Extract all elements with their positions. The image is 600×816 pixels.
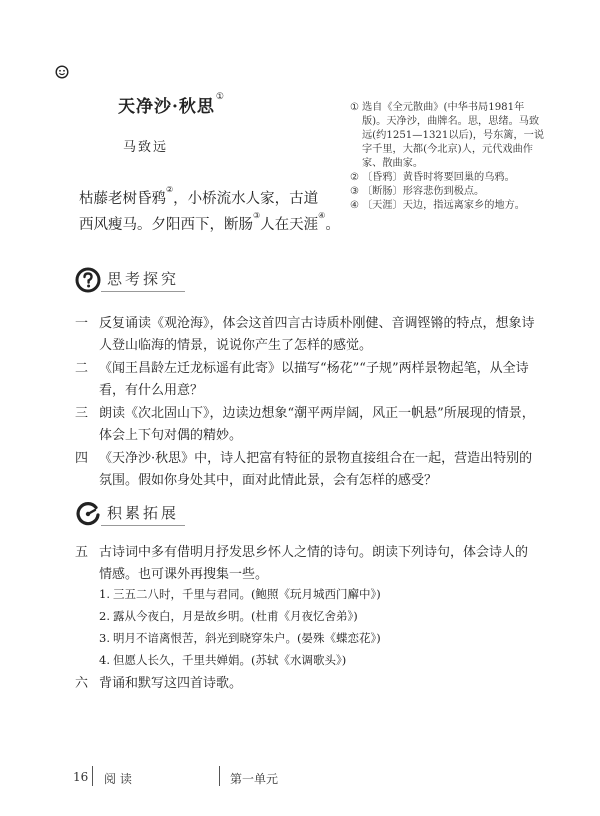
poem-line-2: 西风瘦马。夕阳西下，断肠③人在天涯④。 <box>79 211 340 233</box>
footer-unit: 第一单元 <box>230 772 279 786</box>
question-item: 一 反复诵读《观沧海》，体会这首四言古诗质朴刚健、音调铿锵的特点，想象诗人登山临海的情景，说说你产生了怎样的感觉。 <box>75 316 535 353</box>
smile-icon <box>55 65 69 79</box>
footnote: ② 〔昏鸦〕黄昏时将要回巢的乌鸦。 <box>350 172 515 183</box>
footnote: ① 选自《全元散曲》(中华书局1981年版)。天净沙，曲牌名。思，思绪。马致远(约1251—1321以后)，号东篱，一说字千里，大都(今北京)人，元代戏曲作家、散曲家。 <box>350 102 545 169</box>
section-header-accumulate <box>75 501 185 527</box>
footer-divider <box>219 766 220 786</box>
footnote: ④ 〔天涯〕天边，指远离家乡的地方。 <box>350 200 525 211</box>
note-ref-2: ② <box>166 185 174 194</box>
poem-lines-list <box>99 583 539 671</box>
poem-author: 马致远 <box>123 140 169 155</box>
question-item: 二 《闻王昌龄左迁龙标遥有此寄》以描写“杨花”“子规”两样景物起笔，从全诗看，有什么用意？ <box>75 361 529 398</box>
section-title: 思考探究 <box>101 268 185 292</box>
accumulate-icon <box>75 501 101 527</box>
footer-divider <box>92 766 93 786</box>
poem-title-text: 天净沙·秋思 <box>118 97 215 117</box>
section-header-thinking <box>75 267 185 293</box>
footer-section: 阅 读 <box>104 772 132 786</box>
question-item: 三 朗读《次北固山下》，边读边想象“潮平两岸阔，风正一帆悬”所展现的情景，体会上下句对偶的精妙。 <box>75 406 535 443</box>
section-title: 积累拓展 <box>101 502 185 526</box>
question-list-2 <box>75 542 535 587</box>
question-list-1 <box>75 313 535 493</box>
footnotes <box>350 101 546 213</box>
list-item: 1. 三五二八时，千里与君同。(鲍照《玩月城西门廨中》) <box>99 587 381 601</box>
question-item: 四 《天净沙·秋思》中，诗人把富有特征的景物直接组合在一起，营造出特别的氛围。假如你身处其中，面对此情此景，会有怎样的感受？ <box>75 451 533 488</box>
note-ref-3: ③ <box>253 211 261 220</box>
question-item: 五 古诗词中多有借明月抒发思乡怀人之情的诗句。朗读下列诗句，体会诗人的情感。也可课外再搜集一些。 <box>75 545 529 582</box>
question-item-6: 六 背诵和默写这四首诗歌。 <box>75 676 243 691</box>
page-number: 16 <box>73 770 89 784</box>
note-ref-1: ① <box>215 92 225 102</box>
note-ref-4: ④ <box>318 211 326 220</box>
question-icon <box>75 267 101 293</box>
poem-line-1: 枯藤老树昏鸦②，小桥流水人家，古道 <box>79 185 319 207</box>
footnote: ③ 〔断肠〕形容悲伤到极点。 <box>350 186 485 197</box>
list-item: 3. 明月不谙离恨苦，斜光到晓穿朱户。(晏殊《蝶恋花》) <box>99 631 381 645</box>
list-item: 2. 露从今夜白，月是故乡明。(杜甫《月夜忆舍弟》) <box>99 609 358 623</box>
poem-title <box>118 92 225 117</box>
list-item: 4. 但愿人长久，千里共婵娟。(苏轼《水调歌头》) <box>99 653 347 667</box>
poem-text <box>79 186 341 238</box>
